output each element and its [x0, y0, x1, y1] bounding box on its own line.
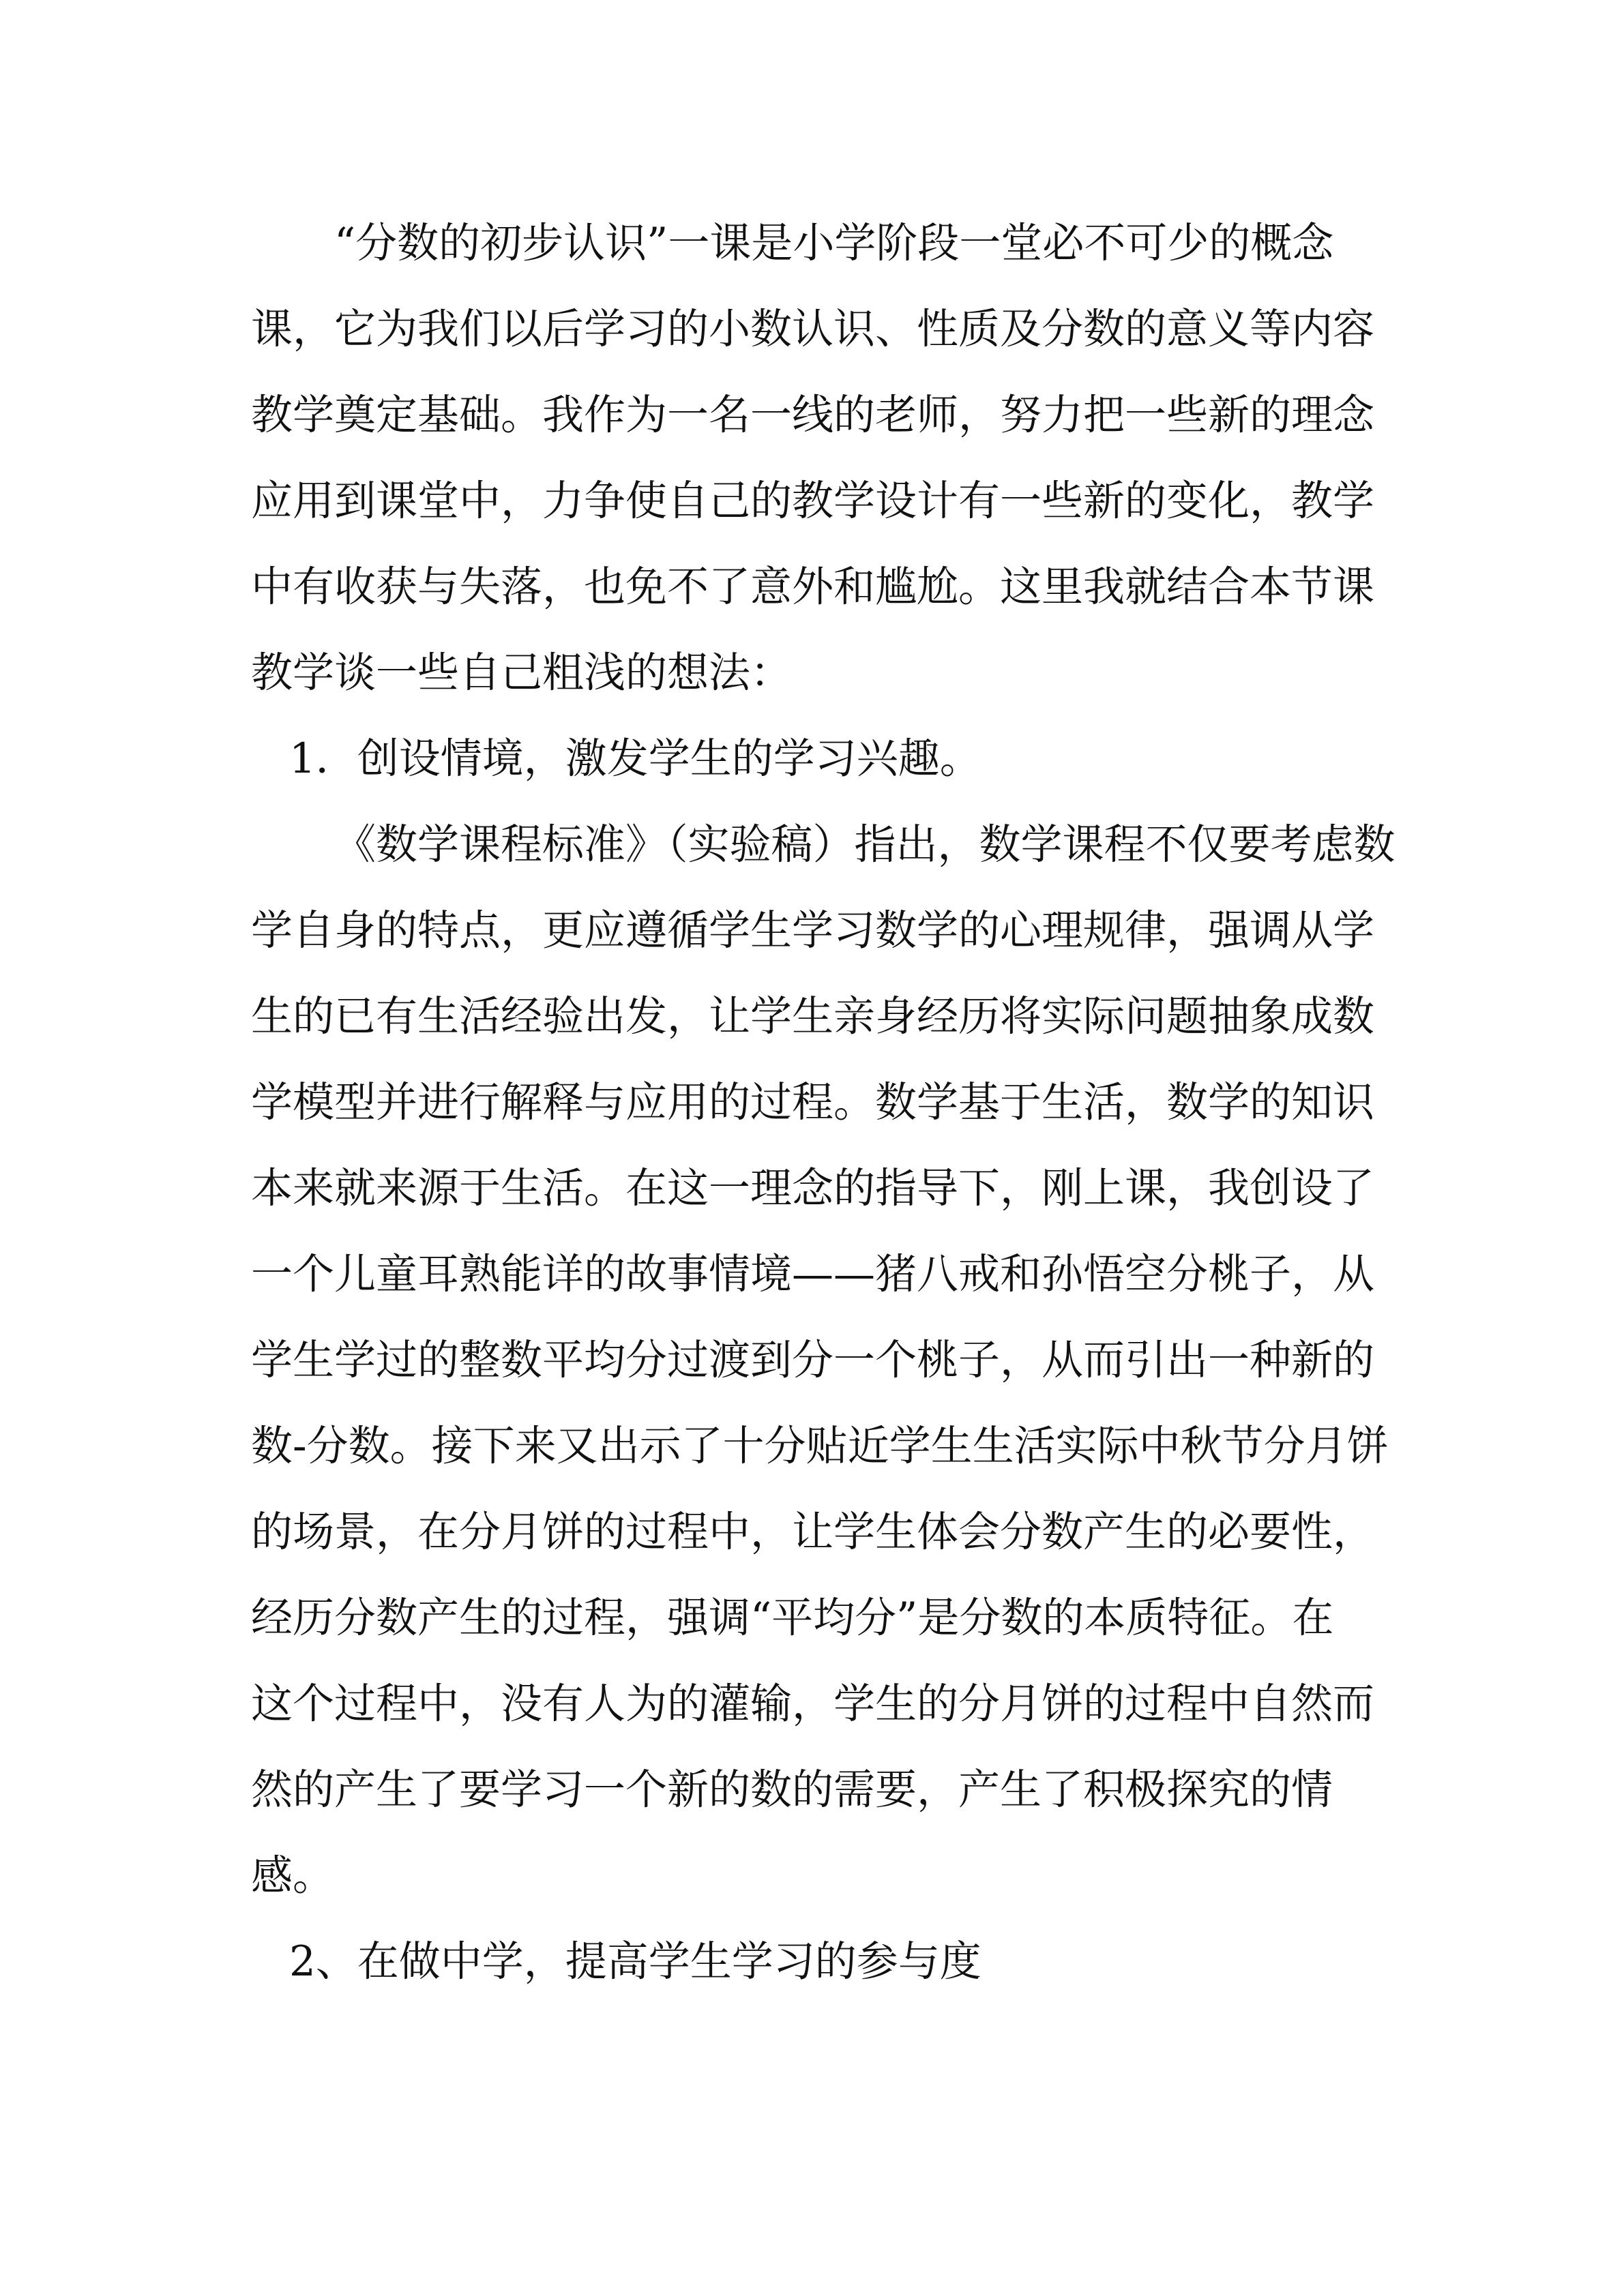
- paragraph-line: 经历分数产生的过程，强调“平均分”是分数的本质特征。在: [251, 1594, 1334, 1642]
- paragraph-line: “分数的初步认识”一课是小学阶段一堂必不可少的概念: [334, 219, 1334, 267]
- paragraph-line: 学模型并进行解释与应用的过程。数学基于生活，数学的知识: [251, 1078, 1375, 1127]
- paragraph-line: 一个儿童耳熟能详的故事情境——猪八戒和孙悟空分桃子，从: [251, 1250, 1375, 1298]
- paragraph-line: 感。: [251, 1851, 335, 1900]
- section-heading-2: [251, 1919, 1404, 2005]
- document-page: [251, 200, 1404, 2005]
- paragraph-line: 生的已有生活经验出发，让学生亲身经历将实际问题抽象成数: [251, 992, 1375, 1041]
- paragraph-line: 中有收获与失落，也免不了意外和尴尬。这里我就结合本节课: [251, 563, 1375, 611]
- paragraph-line: 应用到课堂中，力争使自己的教学设计有一些新的变化，教学: [251, 477, 1375, 525]
- body-paragraph: [251, 802, 1404, 1919]
- intro-paragraph: [251, 200, 1404, 716]
- paragraph-line: 数-分数。接下来又出示了十分贴近学生生活实际中秋节分月饼: [251, 1422, 1389, 1470]
- paragraph-line: 课，它为我们以后学习的小数认识、性质及分数的意义等内容: [251, 305, 1375, 353]
- paragraph-line: 教学谈一些自己粗浅的想法：: [251, 648, 793, 697]
- section-heading-1: [251, 716, 1404, 802]
- paragraph-line: 的场景，在分月饼的过程中，让学生体会分数产生的必要性，: [251, 1508, 1375, 1556]
- paragraph-line: 学生学过的整数平均分过渡到分一个桃子，从而引出一种新的: [251, 1336, 1375, 1384]
- paragraph-line: 这个过程中，没有人为的灌输，学生的分月饼的过程中自然而: [251, 1680, 1375, 1728]
- paragraph-line: 学自身的特点，更应遵循学生学习数学的心理规律，强调从学: [251, 906, 1375, 955]
- paragraph-line: 《数学课程标准》（实验稿）指出，数学课程不仅要考虑数: [334, 820, 1396, 869]
- paragraph-line: 教学奠定基础。我作为一名一线的老师，努力把一些新的理念: [251, 391, 1375, 439]
- section-heading-text: 1．创设情境，激发学生的学习兴趣。: [289, 734, 981, 783]
- section-heading-text: 2、在做中学，提高学生学习的参与度: [289, 1937, 981, 1986]
- paragraph-line: 然的产生了要学习一个新的数的需要，产生了积极探究的情: [251, 1765, 1333, 1814]
- paragraph-line: 本来就来源于生活。在这一理念的指导下，刚上课，我创设了: [251, 1164, 1375, 1212]
